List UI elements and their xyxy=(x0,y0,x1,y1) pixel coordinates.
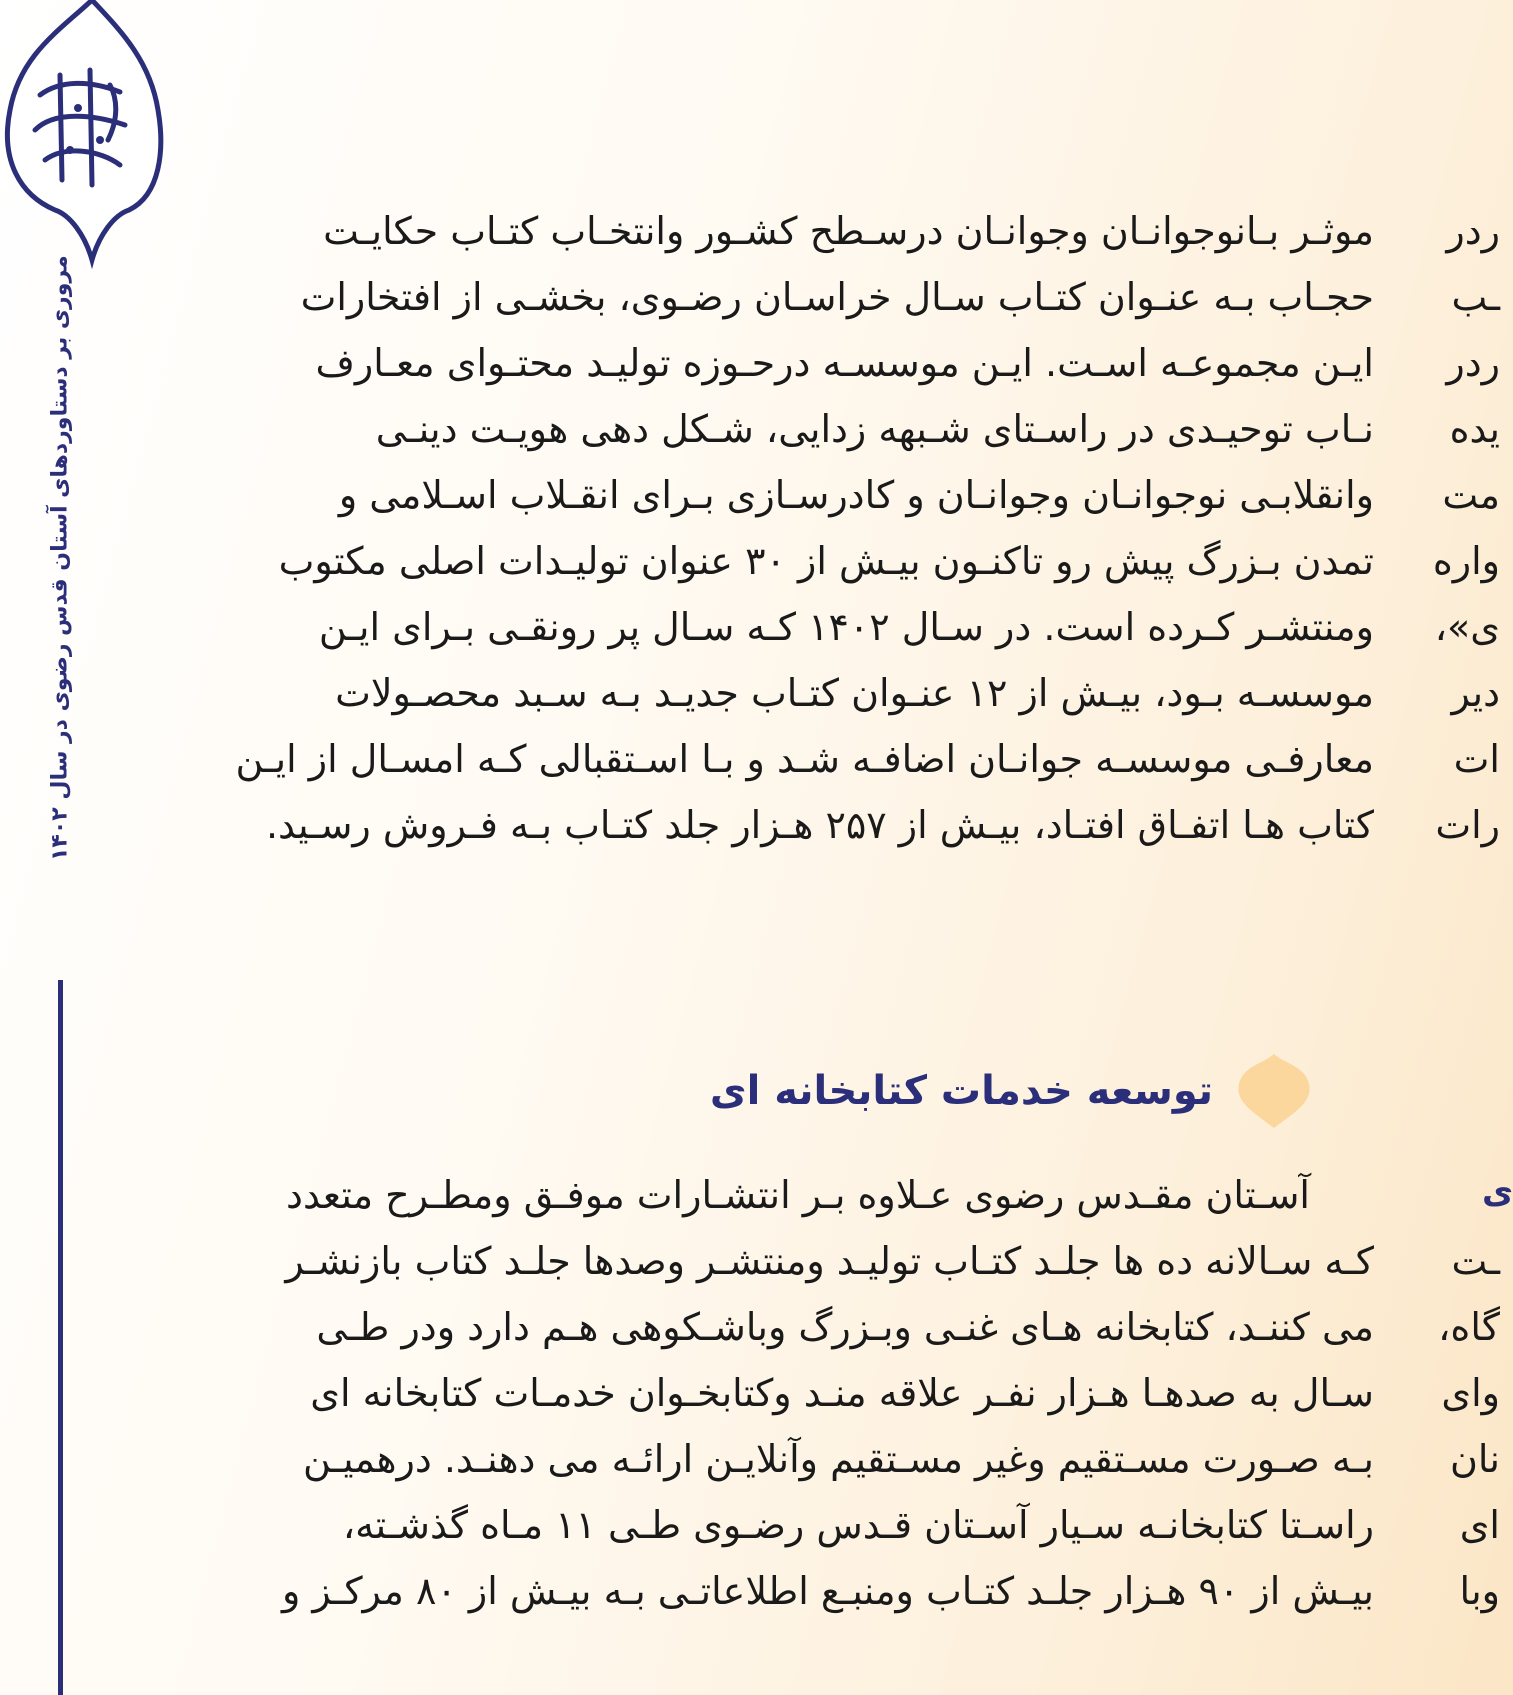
text-line: وای xyxy=(1441,1371,1500,1415)
text-line: واره xyxy=(1432,539,1500,583)
text-line: ومنتشـر کـرده است. در سـال ۱۴۰۲ کـه سـال پر رونقـی بـرای ایـن xyxy=(318,605,1374,649)
cropped-column-top xyxy=(1404,198,1500,858)
text-line: وانقلابـی نوجوانـان وجوانـان و کادرسـازی بـرای انقـلاب اسـلامی و xyxy=(338,473,1374,517)
text-line: موسسـه بـود، بیـش از ۱۲ عنـوان کتـاب جدیـد بـه سـبد محصـولات xyxy=(335,671,1374,715)
cropped-heading-mark: ى xyxy=(1482,1172,1513,1212)
text-line: ـت xyxy=(1451,1239,1500,1283)
text-line: ایـن مجموعـه اسـت. ایـن موسسـه درحـوزه تولیـد محتـوای معـارف xyxy=(315,341,1374,385)
text-line: موثـر بـانوجوانـان وجوانـان درسـطح کشـور وانتخـاب کتـاب حکایـت xyxy=(323,209,1374,253)
text-line: ای xyxy=(1459,1503,1500,1547)
text-line: گاه، xyxy=(1438,1305,1500,1349)
paragraph-library-services xyxy=(222,1162,1374,1624)
text-line: نان xyxy=(1449,1437,1500,1481)
text-line: کـه سـالانه ده ها جلـد کتـاب تولیـد ومنتشـر وصدها جلـد کتاب بازنشـر xyxy=(285,1239,1374,1283)
text-line: آسـتان مقـدس رضوی عـلاوه بـر انتشـارات موفـق ومطـرح متعدد xyxy=(286,1173,1310,1217)
text-line: ی»، xyxy=(1434,605,1500,649)
sidebar-divider xyxy=(58,980,63,1695)
text-line: ـب xyxy=(1451,275,1500,319)
text-line: ات xyxy=(1453,737,1500,781)
text-line: وبا xyxy=(1459,1569,1500,1613)
paragraph-intro xyxy=(222,198,1374,858)
text-line: کتاب هـا اتفـاق افتـاد، بیـش از ۲۵۷ هـزار جلد کتـاب بـه فـروش رسـید. xyxy=(265,803,1374,847)
publication-logo xyxy=(0,0,160,300)
text-line: بـه صـورت مسـتقیم وغیر مسـتقیم وآنلایـن ارائـه می دهنـد. درهمیـن xyxy=(302,1437,1374,1481)
text-line: حجـاب بـه عنـوان کتـاب سـال خراسـان رضـوی، بخشـی از افتخارات xyxy=(300,275,1374,319)
text-line: بیـش از ۹۰ هـزار جلـد کتـاب ومنبـع اطلاعاتـی بـه بیـش از ۸۰ مرکـز و xyxy=(281,1569,1374,1613)
flower-bullet-icon xyxy=(1233,1050,1315,1132)
section-heading: توسعه خدمات کتابخانه ای xyxy=(709,1068,1213,1114)
text-line: می کننـد، کتابخانه هـای غنـی وبـزرگ وباشـکوهی هـم دارد ودر طـی xyxy=(316,1305,1374,1349)
text-line: دیر xyxy=(1451,671,1500,715)
text-line: یده xyxy=(1449,407,1500,451)
text-line: راسـتا کتابخانـه سـیار آسـتان قـدس رضـوی طـی ۱۱ مـاه گذشـته، xyxy=(342,1503,1374,1547)
vertical-section-caption: مروری بر دستاوردهای آستان قدس رضوی در سال ۱۴۰۲ xyxy=(47,255,73,861)
text-line: ردر xyxy=(1446,209,1500,253)
section-heading-block xyxy=(710,1050,1315,1132)
text-line: رات xyxy=(1435,803,1500,847)
cropped-column-bottom xyxy=(1404,1228,1500,1624)
text-line: معارفـی موسسـه جوانـان اضافـه شـد و بـا اسـتقبالی کـه امسـال از ایـن xyxy=(235,737,1374,781)
text-line: ردر xyxy=(1446,341,1500,385)
text-line: تمدن بـزرگ پیش رو تاکنـون بیـش از ۳۰ عنوان تولیـدات اصلی مکتوب xyxy=(278,539,1374,583)
text-line: مت xyxy=(1442,473,1500,517)
text-line: سـال به صدهـا هـزار نفـر علاقه منـد وکتابخـوان خدمـات کتابخانه ای xyxy=(310,1371,1374,1415)
text-line: نـاب توحیـدی در راسـتای شـبهه زدایی، شـکل دهی هویـت دینـی xyxy=(375,407,1374,451)
